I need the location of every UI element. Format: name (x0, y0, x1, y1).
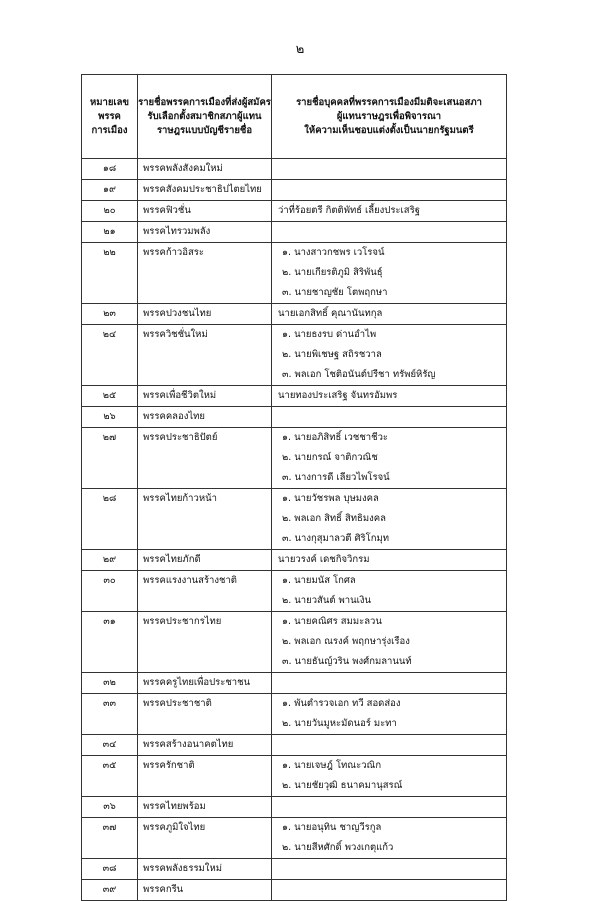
table-row (82, 550, 507, 571)
party-number: ๒๔ (102, 329, 117, 340)
party-number-cell (82, 673, 138, 694)
candidate-name: นายเอกสิทธิ์ คุณานันทกุล (278, 308, 383, 319)
candidate-name: ๒. นายสีหศักดิ์ พวงเกตุแก้ว (282, 842, 394, 853)
party-name-cell (138, 818, 272, 859)
candidate-name: ๒. นายวสันต์ พานเงิน (282, 595, 371, 606)
party-number-cell (82, 756, 138, 797)
party-number-cell (82, 818, 138, 859)
candidate-name: ๒. พลเอก ณรงค์ พฤกษารุ่งเรือง (282, 636, 410, 647)
empty-cell (272, 880, 506, 900)
page-number: ๒ (295, 42, 305, 57)
table-row (82, 407, 507, 428)
table-row (82, 489, 507, 550)
party-number-cell (82, 243, 138, 304)
candidate-name: ๑. นางสาวกชพร เวโรจน์ (282, 247, 385, 258)
party-number-cell (82, 304, 138, 325)
party-name: พรรคประชากรไทย (143, 616, 222, 627)
party-name: พรรคพลังสังคมใหม่ (143, 163, 223, 174)
candidate-name: ๒. นายกรณ์ จาติกวณิช (282, 452, 378, 463)
party-name-cell (138, 180, 272, 201)
header-party-number: หมายเลข พรรค การเมือง (82, 75, 138, 159)
party-name-cell (138, 571, 272, 612)
party-name: พรรคคลองไทย (143, 411, 205, 422)
party-name: พรรคแรงงานสร้างชาติ (143, 575, 237, 586)
party-number-cell (82, 550, 138, 571)
empty-cell (272, 859, 506, 879)
party-name-cell (138, 756, 272, 797)
party-name: พรรคไทยพร้อม (143, 801, 206, 812)
candidate-name: ๓. นางการดี เลียวไพโรจน์ (282, 472, 390, 483)
party-number-cell (82, 859, 138, 880)
party-name-cell (138, 201, 272, 222)
party-number: ๒๘ (102, 493, 117, 504)
party-name: พรรคครูไทยเพื่อประชาชน (143, 677, 251, 688)
party-name-cell (138, 325, 272, 386)
candidates-cell (272, 489, 507, 550)
table-row (82, 304, 507, 325)
party-number: ๓๐ (103, 575, 116, 586)
party-name: พรรคไทยภักดี (143, 554, 201, 565)
party-name: พรรคภูมิใจไทย (143, 822, 206, 833)
table-row (82, 201, 507, 222)
candidates-cell (272, 550, 507, 571)
party-name-cell (138, 694, 272, 735)
party-name: พรรคฟิวชั่น (143, 205, 191, 216)
candidates-cell (272, 243, 507, 304)
candidate-name: ๒. นายเกียรติภูมิ สิริพันธุ์ (282, 267, 383, 278)
party-number-cell (82, 735, 138, 756)
party-name: พรรคเพื่อชีวิตใหม่ (143, 390, 217, 401)
party-number-cell (82, 180, 138, 201)
party-number: ๓๙ (102, 884, 117, 895)
table-row (82, 694, 507, 735)
candidates-cell (272, 694, 507, 735)
party-number-cell (82, 386, 138, 407)
candidate-name: ว่าที่ร้อยตรี กิตติพัทธ์ เลี้ยงประเสริฐ (278, 205, 420, 216)
table-row (82, 428, 507, 489)
candidates-cell (272, 201, 507, 222)
party-number: ๒๑ (103, 226, 116, 237)
party-number-cell (82, 797, 138, 818)
table-row (82, 325, 507, 386)
party-name: พรรคสร้างอนาคตไทย (143, 739, 234, 750)
party-number-cell (82, 428, 138, 489)
candidate-name: ๓. นายธันญ์วริน พงศ์กมลานนท์ (282, 656, 412, 667)
candidates-cell (272, 159, 507, 180)
party-number: ๓๔ (102, 739, 117, 750)
table-row (82, 673, 507, 694)
empty-cell (272, 797, 506, 817)
party-number: ๓๒ (103, 677, 116, 688)
candidates-cell (272, 612, 507, 673)
party-name: พรรคปวงชนไทย (143, 308, 212, 319)
party-name-cell (138, 735, 272, 756)
candidates-cell (272, 735, 507, 756)
table-row (82, 818, 507, 859)
party-number: ๒๐ (103, 205, 116, 216)
party-name-cell (138, 407, 272, 428)
empty-cell (272, 407, 506, 427)
empty-cell (272, 735, 506, 755)
party-name: พรรคไทรวมพลัง (143, 226, 211, 237)
table-row (82, 859, 507, 880)
party-number: ๒๗ (102, 432, 117, 443)
party-name: พรรคพลังธรรมใหม่ (143, 863, 222, 874)
party-name-cell (138, 673, 272, 694)
party-name-cell (138, 859, 272, 880)
header-party-list: รายชื่อพรรคการเมืองที่ส่งผู้สมัคร รับเลือกตั้งสมาชิกสภาผู้แทน ราษฎรแบบบัญชีรายชื่อ (138, 75, 272, 159)
party-number: ๒๖ (103, 411, 116, 422)
party-name-cell (138, 304, 272, 325)
candidate-name: ๑. นายอภิสิทธิ์ เวชชาชีวะ (282, 432, 389, 443)
party-number: ๓๓ (103, 698, 116, 709)
party-number-cell (82, 571, 138, 612)
party-name-cell (138, 489, 272, 550)
table-row (82, 880, 507, 901)
party-number: ๒๒ (103, 247, 116, 258)
table-row (82, 180, 507, 201)
empty-cell (272, 673, 506, 693)
party-number-cell (82, 159, 138, 180)
party-number-cell (82, 201, 138, 222)
party-number: ๓๖ (103, 801, 116, 812)
empty-cell (272, 222, 506, 242)
candidates-cell (272, 673, 507, 694)
party-number-cell (82, 489, 138, 550)
candidates-cell (272, 428, 507, 489)
party-number-cell (82, 694, 138, 735)
party-number-cell (82, 222, 138, 243)
candidates-cell (272, 180, 507, 201)
candidates-cell (272, 407, 507, 428)
candidate-name: ๑. พันตำรวจเอก ทวี สอดส่อง (282, 698, 401, 709)
candidates-cell (272, 797, 507, 818)
candidate-name: ๒. นายวันมูหะมัดนอร์ มะทา (282, 718, 397, 729)
table-row (82, 756, 507, 797)
candidate-name: นายทองประเสริฐ จันทรอัมพร (278, 390, 398, 401)
party-name: พรรควิชชั่นใหม่ (143, 329, 208, 340)
candidates-cell (272, 859, 507, 880)
empty-cell (272, 180, 506, 200)
table-row (82, 571, 507, 612)
candidate-name: ๑. นายมนัส โกศล (282, 575, 356, 586)
candidate-name: ๑. นายวัชรพล บุษมงคล (282, 493, 379, 504)
party-name: พรรคกรีน (143, 884, 184, 895)
party-name: พรรคไทยก้าวหน้า (143, 493, 217, 504)
candidates-cell (272, 756, 507, 797)
party-name-cell (138, 550, 272, 571)
candidate-name: ๑. นายอนุทิน ชาญวีรกูล (282, 822, 382, 833)
party-number: ๒๙ (102, 554, 117, 565)
party-number-cell (82, 407, 138, 428)
candidates-cell (272, 818, 507, 859)
candidate-name: นายวรงค์ เดชกิจวิกรม (278, 554, 370, 565)
party-number-cell (82, 880, 138, 901)
table-row (82, 159, 507, 180)
party-number: ๑๘ (102, 163, 117, 174)
party-number: ๑๙ (103, 184, 116, 195)
party-number: ๓๕ (102, 760, 117, 771)
party-candidate-table (81, 74, 507, 901)
party-number: ๓๑ (103, 616, 116, 627)
party-name-cell (138, 243, 272, 304)
table-row (82, 797, 507, 818)
candidates-cell (272, 571, 507, 612)
table-header-row (82, 75, 507, 159)
candidates-cell (272, 386, 507, 407)
table-row (82, 243, 507, 304)
party-number: ๓๘ (102, 863, 117, 874)
party-name: พรรคประชาธิปัตย์ (143, 432, 218, 443)
candidate-name: ๓. นายชาญชัย โตพฤกษา (282, 287, 388, 298)
candidates-cell (272, 304, 507, 325)
candidates-cell (272, 880, 507, 901)
party-number-cell (82, 325, 138, 386)
party-name: พรรคก้าวอิสระ (143, 247, 204, 258)
candidate-name: ๒. พลเอก สิทธิ์ สิทธิมงคล (282, 513, 386, 524)
header-pm-candidates: รายชื่อบุคคลที่พรรคการเมืองมีมติจะเสนอสภา ผู้แทนราษฎรเพื่อพิจารณา ให้ความเห็นชอบแต่งตั้งเป็นนายกรัฐมนตรี (272, 75, 507, 159)
candidate-name: ๑. นายคณิศร สมมะลวน (282, 616, 382, 627)
party-name-cell (138, 428, 272, 489)
table-row (82, 735, 507, 756)
party-name-cell (138, 386, 272, 407)
candidate-name: ๓. นางกุสุมาลวตี ศิริโกมุท (282, 533, 390, 544)
candidate-name: ๓. พลเอก โชติอนันต์ปรีชา ทรัพย์หิรัญ (282, 369, 436, 380)
party-name-cell (138, 880, 272, 901)
party-name-cell (138, 222, 272, 243)
party-name: พรรคสังคมประชาธิปไตยไทย (143, 184, 262, 195)
party-name: พรรครักชาติ (143, 760, 195, 771)
party-number: ๒๕ (102, 390, 117, 401)
party-name: พรรคประชาชาติ (143, 698, 212, 709)
candidate-name: ๑. นายธงรบ ด่านอำไพ (282, 329, 377, 340)
empty-cell (272, 159, 506, 179)
table-row (82, 222, 507, 243)
party-name-cell (138, 159, 272, 180)
candidate-name: ๒. นายชัยวุฒิ ธนาคมานุสรณ์ (282, 780, 403, 791)
table-row (82, 386, 507, 407)
candidates-cell (272, 222, 507, 243)
party-number-cell (82, 612, 138, 673)
candidate-name: ๑. นายเจษฎ์ โทณะวณิก (282, 760, 382, 771)
party-number: ๓๗ (102, 822, 117, 833)
party-name-cell (138, 797, 272, 818)
party-name-cell (138, 612, 272, 673)
party-number: ๒๓ (103, 308, 116, 319)
candidates-cell (272, 325, 507, 386)
table-row (82, 612, 507, 673)
candidate-name: ๒. นายพิเชษฐ สถิรชวาล (282, 349, 382, 360)
